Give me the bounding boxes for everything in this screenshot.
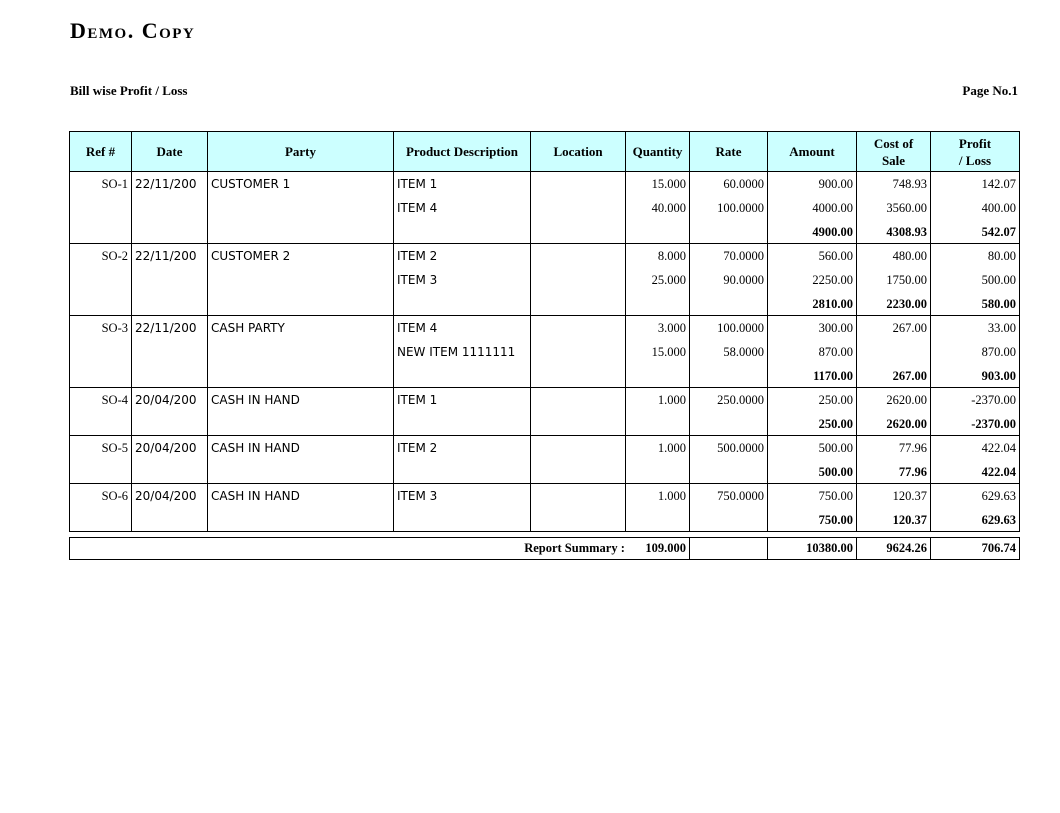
cell-cost (857, 340, 931, 364)
cell-product: NEW ITEM 1111111 (394, 340, 531, 364)
summary-profit: 706.74 (931, 538, 1020, 560)
cell-profit: -2370.00 (931, 388, 1020, 412)
table-row (70, 388, 1020, 412)
cell-party: CASH IN HAND (208, 436, 394, 460)
subtotal-amount: 500.00 (768, 460, 857, 484)
table-row (70, 268, 1020, 292)
cell-date (132, 196, 208, 220)
subtotal-rate (690, 292, 768, 316)
cell-ref (70, 268, 132, 292)
cell-location (531, 196, 626, 220)
subtotal-ref (70, 220, 132, 244)
subtotal-party (208, 292, 394, 316)
cell-rate: 90.0000 (690, 268, 768, 292)
subtotal-row (70, 220, 1020, 244)
cell-party (208, 268, 394, 292)
cell-location (531, 268, 626, 292)
cell-rate: 500.0000 (690, 436, 768, 460)
cell-date: 22/11/200 (132, 172, 208, 196)
table-row (70, 340, 1020, 364)
cell-rate: 100.0000 (690, 316, 768, 340)
subtotal-product (394, 292, 531, 316)
cell-quantity: 1.000 (626, 388, 690, 412)
cell-date (132, 268, 208, 292)
cell-ref (70, 340, 132, 364)
cell-amount: 4000.00 (768, 196, 857, 220)
cell-product: ITEM 2 (394, 436, 531, 460)
cell-cost: 120.37 (857, 484, 931, 508)
summary-row (70, 538, 1020, 560)
table-row (70, 484, 1020, 508)
col-header-location: Location (531, 132, 626, 172)
cell-party: CASH IN HAND (208, 484, 394, 508)
cell-location (531, 388, 626, 412)
cell-amount: 870.00 (768, 340, 857, 364)
cell-amount: 300.00 (768, 316, 857, 340)
cell-profit: 870.00 (931, 340, 1020, 364)
cell-rate: 250.0000 (690, 388, 768, 412)
cell-location (531, 316, 626, 340)
subtotal-ref (70, 412, 132, 436)
subtotal-row (70, 412, 1020, 436)
subtotal-ref (70, 364, 132, 388)
cell-ref: SO-6 (70, 484, 132, 508)
table-row (70, 244, 1020, 268)
subtotal-cost: 77.96 (857, 460, 931, 484)
subtotal-quantity (626, 508, 690, 532)
table-row (70, 316, 1020, 340)
subtotal-rate (690, 460, 768, 484)
cell-cost: 267.00 (857, 316, 931, 340)
cell-quantity: 8.000 (626, 244, 690, 268)
cell-product: ITEM 4 (394, 316, 531, 340)
subtotal-quantity (626, 292, 690, 316)
col-header-party: Party (208, 132, 394, 172)
cell-quantity: 1.000 (626, 436, 690, 460)
table-row (70, 172, 1020, 196)
cell-rate: 70.0000 (690, 244, 768, 268)
subtotal-amount: 4900.00 (768, 220, 857, 244)
subtotal-rate (690, 220, 768, 244)
subtotal-date (132, 412, 208, 436)
cell-rate: 100.0000 (690, 196, 768, 220)
subtotal-party (208, 460, 394, 484)
col-header-cost: Cost of Sale (857, 132, 931, 172)
subtotal-rate (690, 412, 768, 436)
subtotal-date (132, 292, 208, 316)
cell-party (208, 340, 394, 364)
subtotal-quantity (626, 220, 690, 244)
summary-rate-cell (690, 538, 768, 560)
subtotal-party (208, 412, 394, 436)
subtotal-quantity (626, 412, 690, 436)
subtotal-cost: 4308.93 (857, 220, 931, 244)
subtotal-profit: 903.00 (931, 364, 1020, 388)
subtotal-row (70, 364, 1020, 388)
subtotal-profit: 580.00 (931, 292, 1020, 316)
cell-location (531, 436, 626, 460)
subtotal-product (394, 220, 531, 244)
cell-cost: 77.96 (857, 436, 931, 460)
subtotal-amount: 250.00 (768, 412, 857, 436)
subtotal-date (132, 220, 208, 244)
cell-amount: 750.00 (768, 484, 857, 508)
report-subtitle: Bill wise Profit / Loss (70, 83, 188, 98)
subtotal-ref (70, 460, 132, 484)
subtotal-row (70, 460, 1020, 484)
subtotal-product (394, 412, 531, 436)
cell-date: 22/11/200 (132, 244, 208, 268)
cell-date: 20/04/200 (132, 388, 208, 412)
subtotal-profit: 542.07 (931, 220, 1020, 244)
col-header-amount: Amount (768, 132, 857, 172)
col-header-profit: Profit / Loss (931, 132, 1020, 172)
cell-cost: 1750.00 (857, 268, 931, 292)
summary-amount: 10380.00 (768, 538, 857, 560)
cell-product: ITEM 1 (394, 172, 531, 196)
cell-location (531, 172, 626, 196)
subtotal-amount: 1170.00 (768, 364, 857, 388)
cell-profit: 500.00 (931, 268, 1020, 292)
cell-product: ITEM 3 (394, 484, 531, 508)
subtotal-rate (690, 364, 768, 388)
subtotal-cost: 267.00 (857, 364, 931, 388)
subtotal-party (208, 364, 394, 388)
cell-ref (70, 196, 132, 220)
cell-ref: SO-3 (70, 316, 132, 340)
cell-quantity: 1.000 (626, 484, 690, 508)
summary-cost: 9624.26 (857, 538, 931, 560)
table-body (70, 172, 1020, 532)
cell-cost: 3560.00 (857, 196, 931, 220)
subtotal-product (394, 364, 531, 388)
subtotal-row (70, 292, 1020, 316)
cell-party: CASH PARTY (208, 316, 394, 340)
cell-product: ITEM 3 (394, 268, 531, 292)
col-header-quantity: Quantity (626, 132, 690, 172)
subtotal-ref (70, 292, 132, 316)
subtotal-quantity (626, 460, 690, 484)
cell-profit: 422.04 (931, 436, 1020, 460)
table-row (70, 436, 1020, 460)
subtotal-date (132, 460, 208, 484)
subtotal-location (531, 364, 626, 388)
table-row (70, 196, 1020, 220)
cell-party: CUSTOMER 2 (208, 244, 394, 268)
cell-amount: 560.00 (768, 244, 857, 268)
subtotal-location (531, 460, 626, 484)
cell-cost: 748.93 (857, 172, 931, 196)
subtotal-product (394, 508, 531, 532)
cell-quantity: 15.000 (626, 340, 690, 364)
cell-ref: SO-4 (70, 388, 132, 412)
subtotal-row (70, 508, 1020, 532)
summary-label-cell (70, 538, 690, 560)
subtotal-location (531, 220, 626, 244)
subtotal-location (531, 292, 626, 316)
cell-amount: 2250.00 (768, 268, 857, 292)
profit-loss-table (69, 131, 1020, 532)
cell-cost: 2620.00 (857, 388, 931, 412)
subtotal-party (208, 220, 394, 244)
report-title: Demo. Copy (70, 18, 196, 43)
cell-amount: 900.00 (768, 172, 857, 196)
col-header-product: Product Description (394, 132, 531, 172)
subtotal-date (132, 364, 208, 388)
col-header-rate: Rate (690, 132, 768, 172)
subtotal-profit: -2370.00 (931, 412, 1020, 436)
page-number: Page No.1 (962, 83, 1018, 98)
cell-date: 20/04/200 (132, 484, 208, 508)
summary-label: Report Summary : (524, 541, 625, 555)
col-header-ref: Ref # (70, 132, 132, 172)
subtotal-cost: 2230.00 (857, 292, 931, 316)
cell-quantity: 40.000 (626, 196, 690, 220)
cell-party: CUSTOMER 1 (208, 172, 394, 196)
col-header-date: Date (132, 132, 208, 172)
cell-date: 22/11/200 (132, 316, 208, 340)
cell-location (531, 484, 626, 508)
cell-amount: 250.00 (768, 388, 857, 412)
cell-cost: 480.00 (857, 244, 931, 268)
cell-rate: 58.0000 (690, 340, 768, 364)
cell-quantity: 3.000 (626, 316, 690, 340)
table-header-row (70, 132, 1020, 172)
cell-date: 20/04/200 (132, 436, 208, 460)
summary-quantity: 109.000 (645, 541, 686, 555)
cell-ref: SO-5 (70, 436, 132, 460)
subtotal-cost: 120.37 (857, 508, 931, 532)
cell-date (132, 340, 208, 364)
cell-rate: 60.0000 (690, 172, 768, 196)
cell-product: ITEM 4 (394, 196, 531, 220)
subtotal-location (531, 508, 626, 532)
subtotal-party (208, 508, 394, 532)
subtotal-cost: 2620.00 (857, 412, 931, 436)
cell-profit: 33.00 (931, 316, 1020, 340)
subtotal-quantity (626, 364, 690, 388)
cell-location (531, 340, 626, 364)
cell-party: CASH IN HAND (208, 388, 394, 412)
subtotal-ref (70, 508, 132, 532)
subtotal-profit: 422.04 (931, 460, 1020, 484)
subtotal-location (531, 412, 626, 436)
cell-ref: SO-1 (70, 172, 132, 196)
cell-ref: SO-2 (70, 244, 132, 268)
cell-profit: 629.63 (931, 484, 1020, 508)
subtotal-amount: 2810.00 (768, 292, 857, 316)
cell-party (208, 196, 394, 220)
subtotal-amount: 750.00 (768, 508, 857, 532)
cell-location (531, 244, 626, 268)
cell-rate: 750.0000 (690, 484, 768, 508)
cell-profit: 142.07 (931, 172, 1020, 196)
cell-amount: 500.00 (768, 436, 857, 460)
cell-quantity: 25.000 (626, 268, 690, 292)
cell-profit: 400.00 (931, 196, 1020, 220)
subtotal-product (394, 460, 531, 484)
cell-product: ITEM 1 (394, 388, 531, 412)
subtotal-profit: 629.63 (931, 508, 1020, 532)
report-summary (69, 537, 1020, 560)
cell-profit: 80.00 (931, 244, 1020, 268)
subtotal-date (132, 508, 208, 532)
subtotal-rate (690, 508, 768, 532)
cell-quantity: 15.000 (626, 172, 690, 196)
cell-product: ITEM 2 (394, 244, 531, 268)
